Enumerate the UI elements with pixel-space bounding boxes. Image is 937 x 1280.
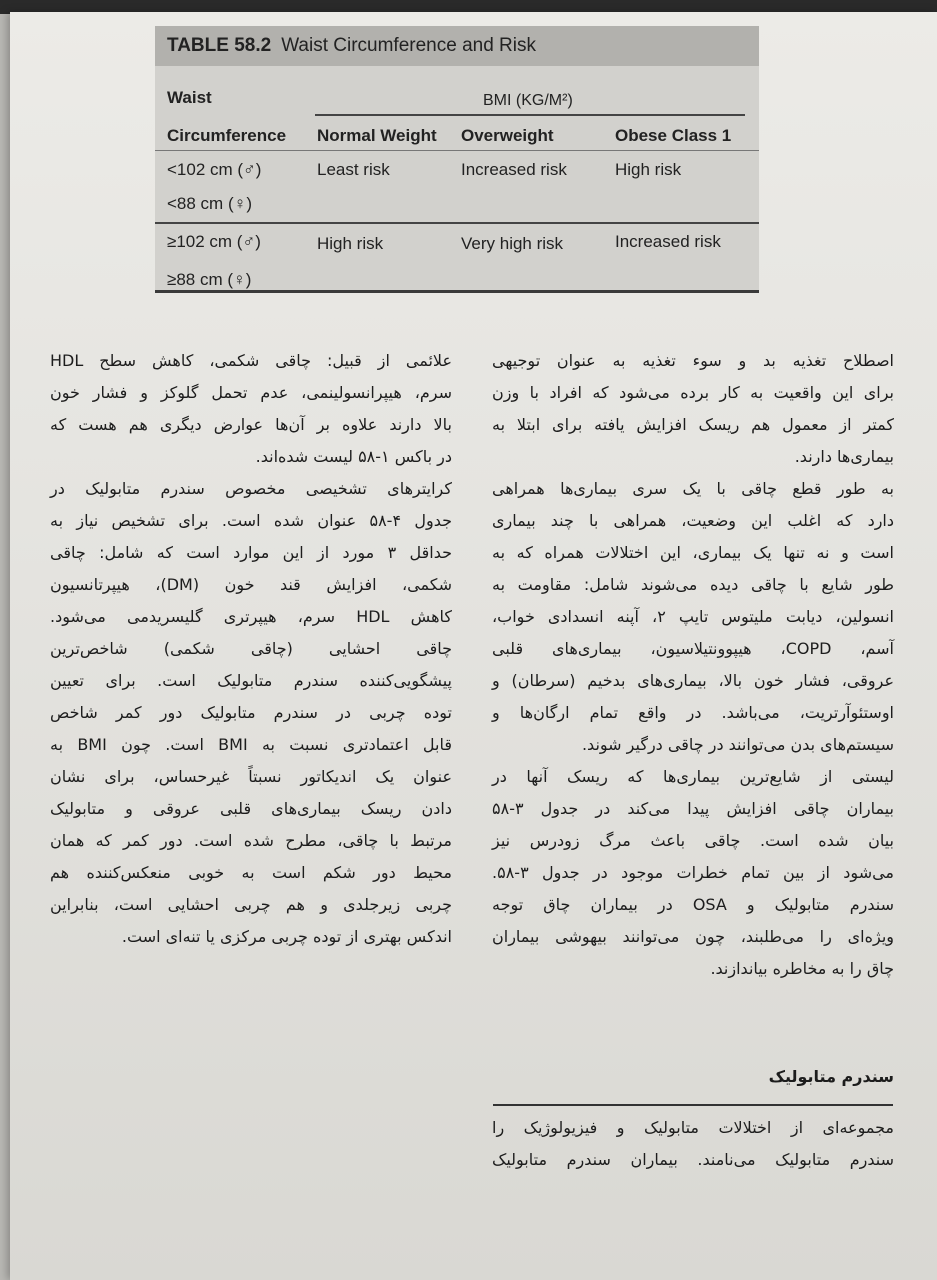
left-line: کرایترهای تشخیصی مخصوص سندرم متابولیک در — [50, 479, 452, 498]
row-divider — [155, 222, 759, 224]
row2-normal: High risk — [317, 234, 384, 253]
left-line: مرتبط با چاقی، مطرح شده است. دور کمر که همان — [50, 831, 452, 850]
right-line: آسم، COPD، هیپوونتیلاسیون، بیماری‌های قلبی — [492, 639, 895, 658]
right-line: عروقی، فشار خون بالا، بیماری‌های بدخیم (سرطان) و — [492, 671, 894, 690]
left-line: عنوان یک اندیکاتور نسبتاً غیرحساس، برای نشان — [50, 767, 452, 786]
table-title: Waist Circumference and Risk — [281, 35, 536, 56]
header-rule — [155, 150, 759, 151]
left-line: چاقی احشایی (چاقی شکمی) شاخص‌ترین — [50, 639, 452, 658]
waist-risk-table — [155, 26, 759, 292]
header-overweight: Overweight — [461, 126, 554, 145]
row1-normal: Least risk — [317, 160, 390, 179]
left-line: محیط دور شکم است به خوبی منعکس‌کننده هم — [50, 863, 452, 882]
right-line: لیستی از شایع‌ترین بیماری‌ها که ریسک آنها در — [492, 767, 894, 786]
right-line: طور شایع با چاقی دیده می‌شوند شامل: مقاومت به — [492, 575, 894, 594]
right-line: اوستئوآرتریت، می‌باشد. در واقع تمام ارگان‌ها و — [492, 703, 894, 722]
right-text-after-heading — [492, 1112, 894, 1176]
row1-male: <102 cm (♂) — [167, 160, 262, 179]
heading-rule — [493, 1104, 893, 1106]
right-line: بیماران چاقی افزایش پیدا می‌کند در جدول ۳-۵۸ — [492, 799, 894, 818]
header-normal-weight: Normal Weight — [317, 126, 437, 145]
header-circumference: Circumference — [167, 126, 287, 145]
left-line: بالا دارند علاوه بر آن‌ها عوارض دیگری هم هست که — [50, 415, 452, 434]
right-line: بیان شده است. چاقی باعث مرگ زودرس نیز — [492, 831, 894, 850]
left-text-column — [50, 345, 452, 953]
left-line: قابل اعتمادتری نسبت به BMI است. چون BMI به — [50, 735, 453, 754]
left-line: علائمی از قبیل: چاقی شکمی، کاهش سطح HDL — [50, 351, 452, 370]
row1-female: <88 cm (♀) — [167, 194, 253, 213]
right-line: اصطلاح تغذیه بد و سوء تغذیه به عنوان توجیهی — [492, 351, 894, 370]
right-line: چاق را به مخاطره بیاندازند. — [710, 959, 894, 978]
left-line: کاهش HDL سرم، هیپرتری گلیسریدمی می‌شود. — [50, 607, 452, 626]
section-heading: سندرم متابولیک — [768, 1067, 894, 1086]
right-line: برای این واقعیت به کار برده می‌شود که افراد با وزن — [492, 383, 894, 402]
row2-overweight: Very high risk — [461, 234, 564, 253]
right-line: سندرم متابولیک و OSA در بیماران چاق توجه — [492, 895, 895, 914]
table-caption — [155, 26, 759, 66]
header-bmi: BMI (KG/M²) — [483, 92, 573, 109]
header-waist: Waist — [167, 88, 212, 107]
book-page — [10, 12, 937, 1280]
right-line: ویژه‌ای را می‌طلبند، چون می‌توانند بیهوشی بیماران — [492, 927, 894, 946]
right-line: به طور قطع چاقی با یک سری بیماری‌ها همراهی — [492, 479, 894, 498]
right-line: کمتر از معمول هم ریسک افزایش یافته برای ابتلا به — [492, 415, 894, 434]
right-line: سندرم متابولیک می‌نامند. بیماران سندرم متابولیک — [492, 1150, 894, 1169]
row1-obese: High risk — [615, 160, 682, 179]
row1-overweight: Increased risk — [461, 160, 567, 179]
right-line: می‌شود از بین تمام خطرات موجود در جدول ۳-۵۸. — [492, 863, 894, 882]
left-line: جدول ۴-۵۸ عنوان شده است. برای تشخیص نیاز به — [50, 511, 452, 530]
row2-male: ≥102 cm (♂) — [167, 232, 261, 251]
header-obese-class-1: Obese Class 1 — [615, 126, 732, 145]
right-line: دارد که اغلب این وضعیت، همراهی با چند بیماری — [492, 511, 894, 530]
left-line: چربی زیرجلدی و هم چربی احشایی است، بنابراین — [50, 895, 452, 914]
right-line: سیستم‌های بدن می‌توانند در چاقی درگیر شوند. — [581, 735, 894, 754]
table-bottom-rule — [155, 290, 759, 293]
left-line: دادن ریسک بیماری‌های قلبی عروقی و متابولیک — [50, 799, 452, 818]
right-line: بیماری‌ها دارند. — [794, 447, 894, 466]
right-text-column — [492, 345, 894, 985]
left-line: توده چربی در سندرم متابولیک دور کمر شاخص — [50, 703, 452, 722]
right-line: مجموعه‌ای از اختلالات متابولیک و فیزیولوژیک را — [492, 1118, 894, 1137]
table-number: TABLE 58.2 — [167, 35, 272, 56]
left-line: پیشگویی‌کننده سندرم متابولیک است. برای تعیین — [50, 671, 452, 690]
left-line: شکمی، افزایش قند خون (DM)، هیپرتانسیون — [50, 575, 453, 594]
bmi-rule — [315, 114, 745, 116]
row2-female: ≥88 cm (♀) — [167, 270, 252, 289]
right-line: است و نه تنها یک بیماری، این اختلالات همراه که به — [492, 543, 894, 562]
row2-obese: Increased risk — [615, 232, 721, 251]
left-line: حداقل ۳ مورد از این موارد است که شامل: چاقی — [50, 543, 453, 562]
left-line: در باکس ۱-۵۸ لیست شده‌اند. — [255, 447, 452, 466]
right-line: انسولین، دیابت ملیتوس تایپ ۲، آپنه انسدادی خواب، — [492, 607, 894, 626]
left-line: سرم، هیپرانسولینمی، عدم تحمل گلوکز و فشار خون — [50, 383, 452, 402]
left-line: اندکس بهتری از توده چربی مرکزی یا تنه‌ای است. — [121, 927, 452, 946]
